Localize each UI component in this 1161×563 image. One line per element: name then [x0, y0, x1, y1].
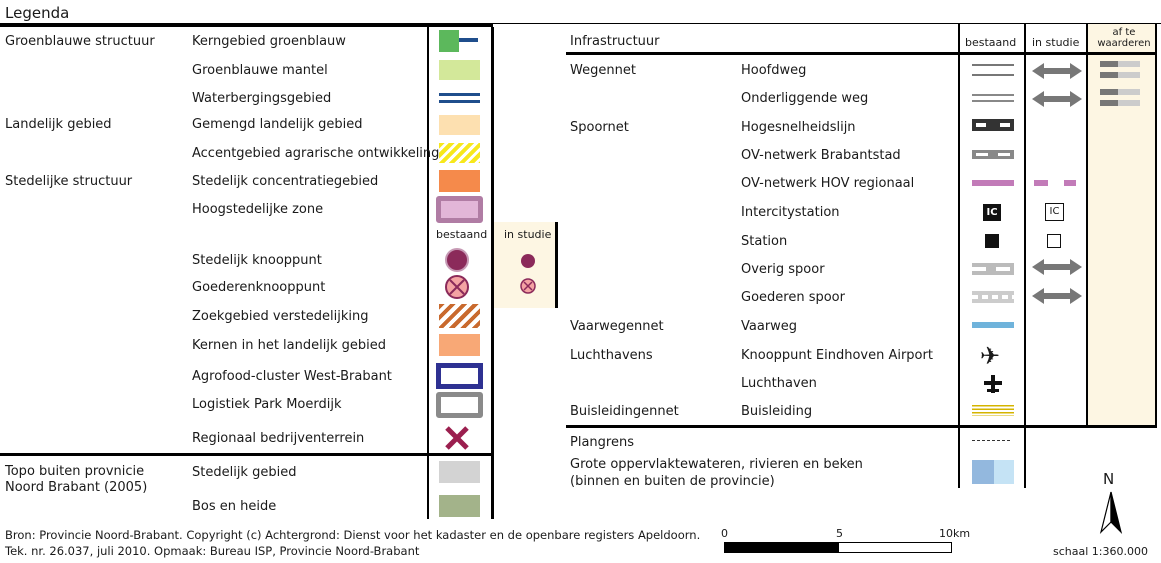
onderliggende-studie-arrow-icon — [1032, 91, 1082, 107]
intercity-bestaand-icon: IC — [983, 204, 1001, 221]
plangrens-label: Plangrens — [570, 435, 634, 450]
item-kerngebied: Kerngebied groenblauw — [192, 34, 346, 49]
onderliggende-afwaarderen-symbol — [1100, 89, 1140, 106]
infra-div-4 — [1155, 24, 1157, 428]
ov-hov-symbol — [972, 180, 1014, 186]
kernen-swatch — [439, 334, 480, 356]
gemengd-swatch — [439, 115, 480, 135]
spoor-studie-arrows — [1030, 257, 1084, 307]
item-gemengd: Gemengd landelijk gebied — [192, 117, 363, 132]
hoogstedelijk-swatch — [436, 196, 483, 223]
topo-stedelijk-swatch — [439, 461, 480, 483]
north-arrow-icon — [1098, 490, 1126, 536]
item-intercitystation: Intercitystation — [741, 205, 840, 220]
item-logistiek: Logistiek Park Moerdijk — [192, 397, 342, 412]
hoofdweg-studie-arrow-icon — [1032, 63, 1082, 79]
item-topo-stedelijk: Stedelijk gebied — [192, 465, 297, 480]
item-mantel: Groenblauwe mantel — [192, 63, 328, 78]
item-overig-spoor: Overig spoor — [741, 262, 825, 277]
north-label: N — [1103, 470, 1115, 488]
hoofdweg-symbol — [972, 64, 1014, 76]
airport-icon: ✈ — [980, 342, 1001, 370]
item-agrofood: Agrofood-cluster West-Brabant — [192, 369, 392, 384]
intercity-studie-icon: IC — [1045, 203, 1064, 221]
logistiek-outline — [436, 392, 483, 418]
mantel-swatch — [439, 60, 480, 80]
category-topo-text: Topo buiten provnicie Noord Brabant (2005) — [5, 464, 148, 495]
in-studie-border — [555, 222, 558, 308]
item-station: Station — [741, 234, 788, 249]
item-ov-hov: OV-netwerk HOV regionaal — [741, 176, 915, 191]
scale-text: schaal 1:360.000 — [1053, 545, 1148, 558]
item-hoofdweg: Hoofdweg — [741, 63, 807, 78]
weg-studie-arrows — [1030, 60, 1084, 110]
scale-bar — [724, 542, 952, 553]
water-label-1: Grote oppervlaktewateren, rivieren en beken — [570, 457, 863, 472]
category-wegennet: Wegennet — [570, 63, 636, 78]
water-light-swatch — [994, 460, 1014, 484]
station-studie-icon — [1047, 234, 1061, 248]
accent-hatch — [439, 143, 480, 163]
item-vaarweg: Vaarweg — [741, 319, 798, 334]
item-accent: Accentgebied agrarische ontwikkeling — [192, 146, 440, 161]
item-goederenknooppunt: Goederenknooppunt — [192, 280, 326, 295]
scale-tick-5: 5 — [836, 527, 843, 540]
topo-bos-swatch — [439, 495, 480, 517]
hov-studie-dash-2 — [1064, 180, 1076, 186]
category-spoornet: Spoornet — [570, 120, 629, 135]
topo-rule — [0, 453, 494, 456]
buisleiding-symbol — [972, 405, 1014, 416]
agrofood-outline — [436, 363, 483, 389]
category-groenblauw: Groenblauwe structuur — [5, 34, 155, 49]
infra-div-3 — [1086, 24, 1088, 428]
category-topo — [5, 464, 155, 496]
item-ov-brabantstad: OV-netwerk Brabantstad — [741, 148, 901, 163]
overig-spoor-studie-arrow-icon — [1032, 259, 1082, 275]
knooppunt-bestaand-icon — [446, 249, 468, 271]
luchthaven-icon — [982, 374, 1004, 394]
item-knooppunt: Stedelijk knooppunt — [192, 253, 322, 268]
infra-header-rule — [566, 52, 1157, 55]
item-topo-bos: Bos en heide — [192, 499, 277, 514]
infra-header: Infrastructuur — [570, 34, 660, 49]
infra-div-2 — [1024, 24, 1026, 488]
item-onderliggende-weg: Onderliggende weg — [741, 91, 869, 106]
item-hoogstedelijk: Hoogstedelijke zone — [192, 202, 324, 217]
right-col-in-studie: in studie — [1032, 36, 1080, 49]
source-line-1: Bron: Provincie Noord-Brabant. Copyright (c) Achtergrond: Dienst voor het kadaster en de openbare registers Apeldoorn. — [5, 528, 701, 542]
waterberging-lines — [439, 93, 480, 103]
station-bestaand-icon — [985, 234, 999, 248]
knooppunt-symbols — [440, 246, 480, 306]
legend-title: Legenda — [5, 4, 70, 22]
hoofdweg-afwaarderen-symbol — [1100, 61, 1140, 78]
category-luchthavens: Luchthavens — [570, 348, 653, 363]
category-vaarwegennet: Vaarwegennet — [570, 319, 664, 334]
item-zoekgebied: Zoekgebied verstedelijking — [192, 309, 369, 324]
scale-tick-10: 10km — [939, 527, 971, 540]
zoekgebied-hatch — [439, 304, 480, 328]
left-top-rule — [0, 24, 493, 27]
item-concentratie: Stedelijk concentratiegebied — [192, 174, 379, 189]
knooppunt-studie-icon — [521, 254, 535, 268]
overig-spoor-symbol — [972, 263, 1014, 275]
item-kernen: Kernen in het landelijk gebied — [192, 338, 386, 353]
category-landelijk: Landelijk gebied — [5, 117, 112, 132]
concentratie-swatch — [439, 170, 480, 192]
category-buisleiding: Buisleidingennet — [570, 404, 679, 419]
hov-studie-dash-1 — [1034, 180, 1048, 186]
item-buisleiding: Buisleiding — [741, 404, 813, 419]
infra-div-1 — [958, 24, 960, 488]
item-luchthaven: Luchthaven — [741, 376, 817, 391]
water-dark-swatch — [972, 460, 994, 484]
left-col-in-studie: in studie — [504, 228, 552, 241]
bedrijventerrein-cross-icon — [444, 426, 470, 450]
kerngebied-water-line — [459, 38, 478, 42]
item-eindhoven-airport: Knooppunt Eindhoven Airport — [741, 348, 933, 363]
item-waterberging: Waterbergingsgebied — [192, 91, 332, 106]
water-label-2: (binnen en buiten de provincie) — [570, 474, 775, 489]
right-col-bestaand: bestaand — [965, 36, 1017, 49]
infra-bottom-rule — [566, 425, 1157, 428]
vaarweg-symbol — [972, 322, 1014, 328]
scale-tick-0: 0 — [721, 527, 728, 540]
goederen-spoor-studie-arrow-icon — [1032, 288, 1082, 304]
knooppunt-studie-symbols — [515, 250, 545, 295]
source-line-2: Tek. nr. 26.037, juli 2010. Opmaak: Bureau ISP, Provincie Noord-Brabant — [5, 544, 420, 558]
kerngebied-swatch — [439, 30, 459, 52]
left-col-divider — [427, 27, 429, 519]
item-hogesnelheidslijn: Hogesnelheidslijn — [741, 120, 856, 135]
ov-brabantstad-symbol — [972, 150, 1014, 159]
plangrens-symbol — [972, 440, 1010, 441]
right-col-af-te: af te waarderen — [1097, 27, 1151, 49]
goederen-spoor-symbol — [972, 291, 1014, 303]
af-te-column — [1088, 24, 1157, 428]
left-col-bestaand: bestaand — [436, 228, 488, 241]
category-stedelijk: Stedelijke structuur — [5, 174, 133, 189]
item-goederen-spoor: Goederen spoor — [741, 290, 845, 305]
hsl-symbol — [972, 119, 1014, 131]
onderliggende-symbol — [972, 94, 1014, 102]
item-bedrijventerrein: Regionaal bedrijventerrein — [192, 431, 365, 446]
